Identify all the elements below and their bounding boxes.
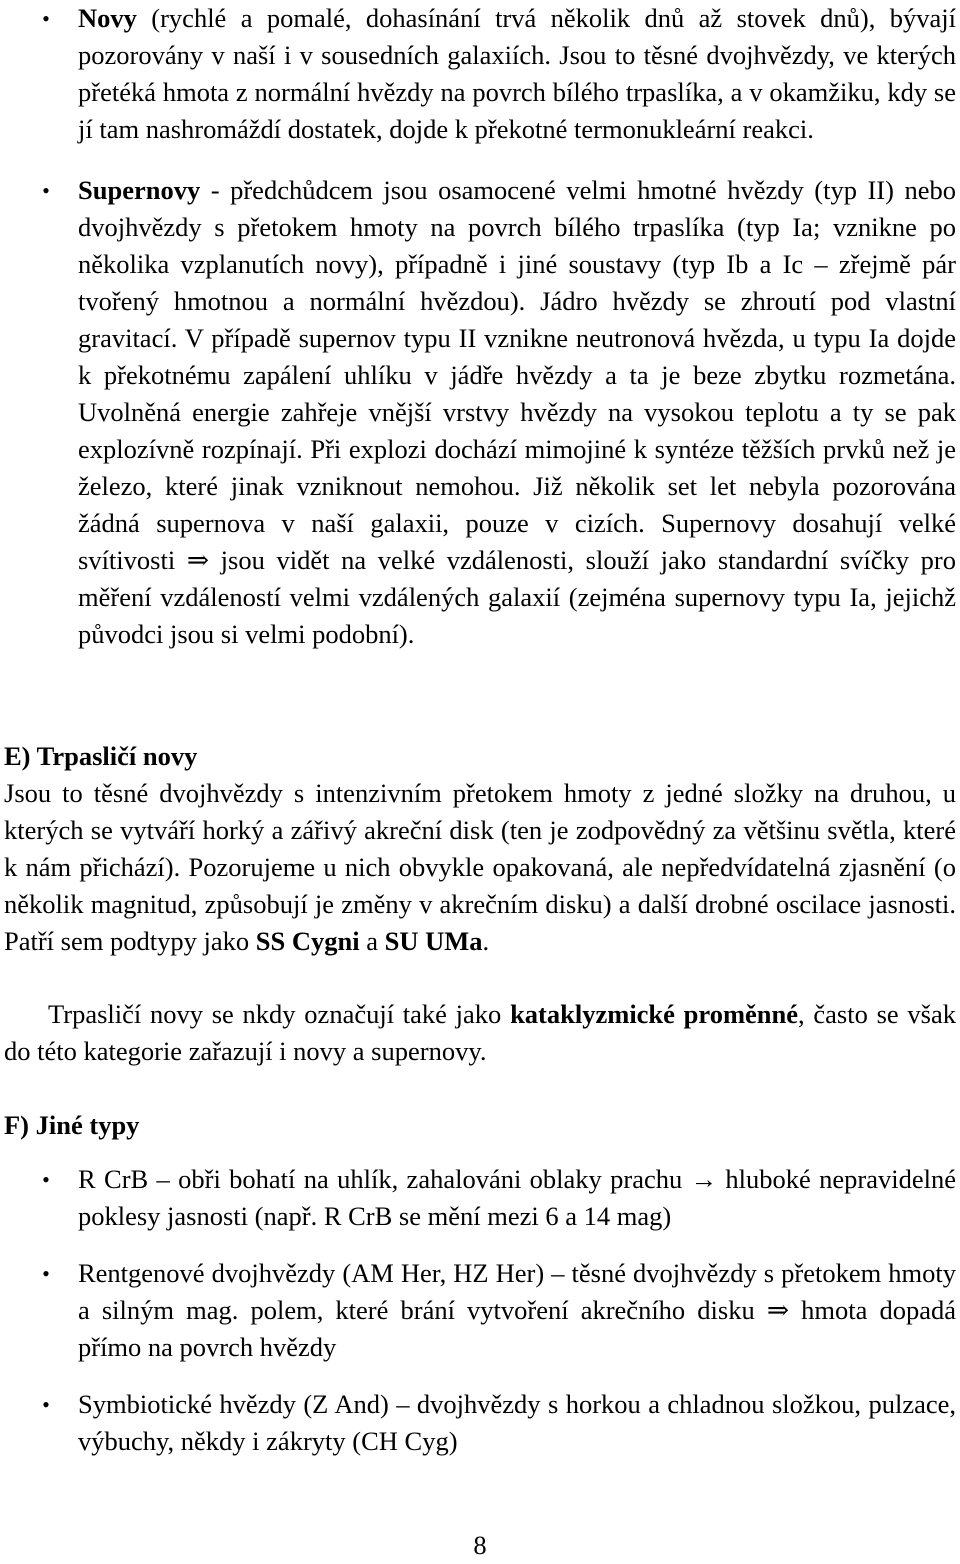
- symbiotic-text: Symbiotické hvězdy (Z And) – dvojhvězdy s horkou a chladnou složkou, pulzace, výbuchy, někdy i zákryty (CH Cyg): [78, 1389, 956, 1456]
- page-number: 8: [473, 1530, 487, 1560]
- subtype-su-uma: SU UMa: [384, 926, 483, 956]
- section-e-heading: E) Trpasličí novy: [4, 741, 198, 771]
- period-text: .: [482, 926, 490, 956]
- subtype-ss-cygni: SS Cygni: [255, 926, 360, 956]
- bullet-icon: •: [42, 1392, 50, 1417]
- section-e-paragraph: [4, 775, 956, 960]
- conjunction-text: a: [359, 926, 385, 956]
- term-kataklyzmicke: kataklyzmické proměnné: [510, 999, 799, 1029]
- list-item-supernovy: [0, 172, 960, 653]
- other-types-list: [0, 1161, 960, 1460]
- bullet-icon: •: [42, 1167, 50, 1192]
- section-f-heading: F) Jiné typy: [4, 1110, 140, 1140]
- note-text: Trpasličí novy se nkdy označují také jako: [48, 999, 511, 1029]
- bullet-icon: •: [42, 6, 50, 31]
- supernovy-description: - předchůdcem jsou osamocené velmi hmotné hvězdy (typ II) nebo dvojhvězdy s přetokem hmoty na povrch bílého trpaslíka (typ Ia; vznikne po několika vzplanutích novy), případně i jiné soustavy (typ Ib a Ic – zřejmě pár tvořený hmotnou a normální hvězdou). Jádro hvězdy se zhroutí pod vlastní gravitací. V případě supernov typu II vznikne neutronová hvězda, u typu Ia dojde k překotnému zapálení uhlíku v jádře hvězdy a ta je beze zbytku rozmetána. Uvolněná energie zahřeje vnější vrstvy hvězdy na vysokou teplotu a ty se pak explozívně rozpínají. Při explozi dochází mimojiné k syntéze těžších prvků než je železo, které jinak vzniknout nemohou. Již několik set let nebyla pozorována žádná supernova v naší galaxii, pouze v cizích. Supernovy dosahují velké svítivosti ⇒ jsou vidět na velké vzdálenosti, slouží jako standardní svíčky pro měření vzdáleností velmi vzdálených galaxií (zejména supernovy typu Ia, jejichž původci jsou si velmi podobní).: [78, 175, 956, 649]
- r-crb-text: R CrB – obři bohatí na uhlík, zahalováni oblaky prachu → hluboké nepravidelné poklesy jasnosti (např. R CrB se mění mezi 6 a 14 mag): [78, 1164, 956, 1231]
- variable-stars-list: [0, 0, 960, 653]
- section-e-text: Jsou to těsné dvojhvězdy s intenzivním přetokem hmoty z jedné složky na druhou, u kterých se vytváří horký a zářivý akreční disk (ten je zodpovědný za většinu světla, které k nám přichází). Pozorujeme u nich obvykle opakovaná, ale nepředvídatelná zjasnění (o několik magnitud, způsobují je změny v akrečním disku) a další drobné oscilace jasnosti. Patří sem podtypy jako: [4, 778, 956, 956]
- term-novy: Novy: [78, 3, 137, 33]
- bullet-icon: •: [42, 178, 50, 203]
- list-item-novy: [0, 0, 960, 148]
- list-item-r-crb: [0, 1161, 960, 1235]
- section-e-note: [4, 996, 956, 1070]
- list-item-symbiotic: [0, 1386, 960, 1460]
- note-end-text: , často se však do této kategorie zařazují i novy a supernovy.: [4, 999, 956, 1066]
- list-item-xray-binaries: [0, 1255, 960, 1366]
- term-supernovy: Supernovy: [78, 175, 201, 205]
- bullet-icon: •: [42, 1261, 50, 1286]
- novy-description: (rychlé a pomalé, dohasínání trvá několik dnů až stovek dnů), bývají pozorovány v naší i v sousedních galaxiích. Jsou to těsné dvojhvězdy, ve kterých přetéká hmota z normální hvězdy na povrch bílého trpaslíka, a v okamžiku, kdy se jí tam nashromáždí dostatek, dojde k překotné termonukleární reakci.: [78, 3, 956, 144]
- xray-binaries-text: Rentgenové dvojhvězdy (AM Her, HZ Her) – těsné dvojhvězdy s přetokem hmoty a silným mag. polem, které brání vytvoření akrečního disku ⇒ hmota dopadá přímo na povrch hvězdy: [78, 1258, 956, 1362]
